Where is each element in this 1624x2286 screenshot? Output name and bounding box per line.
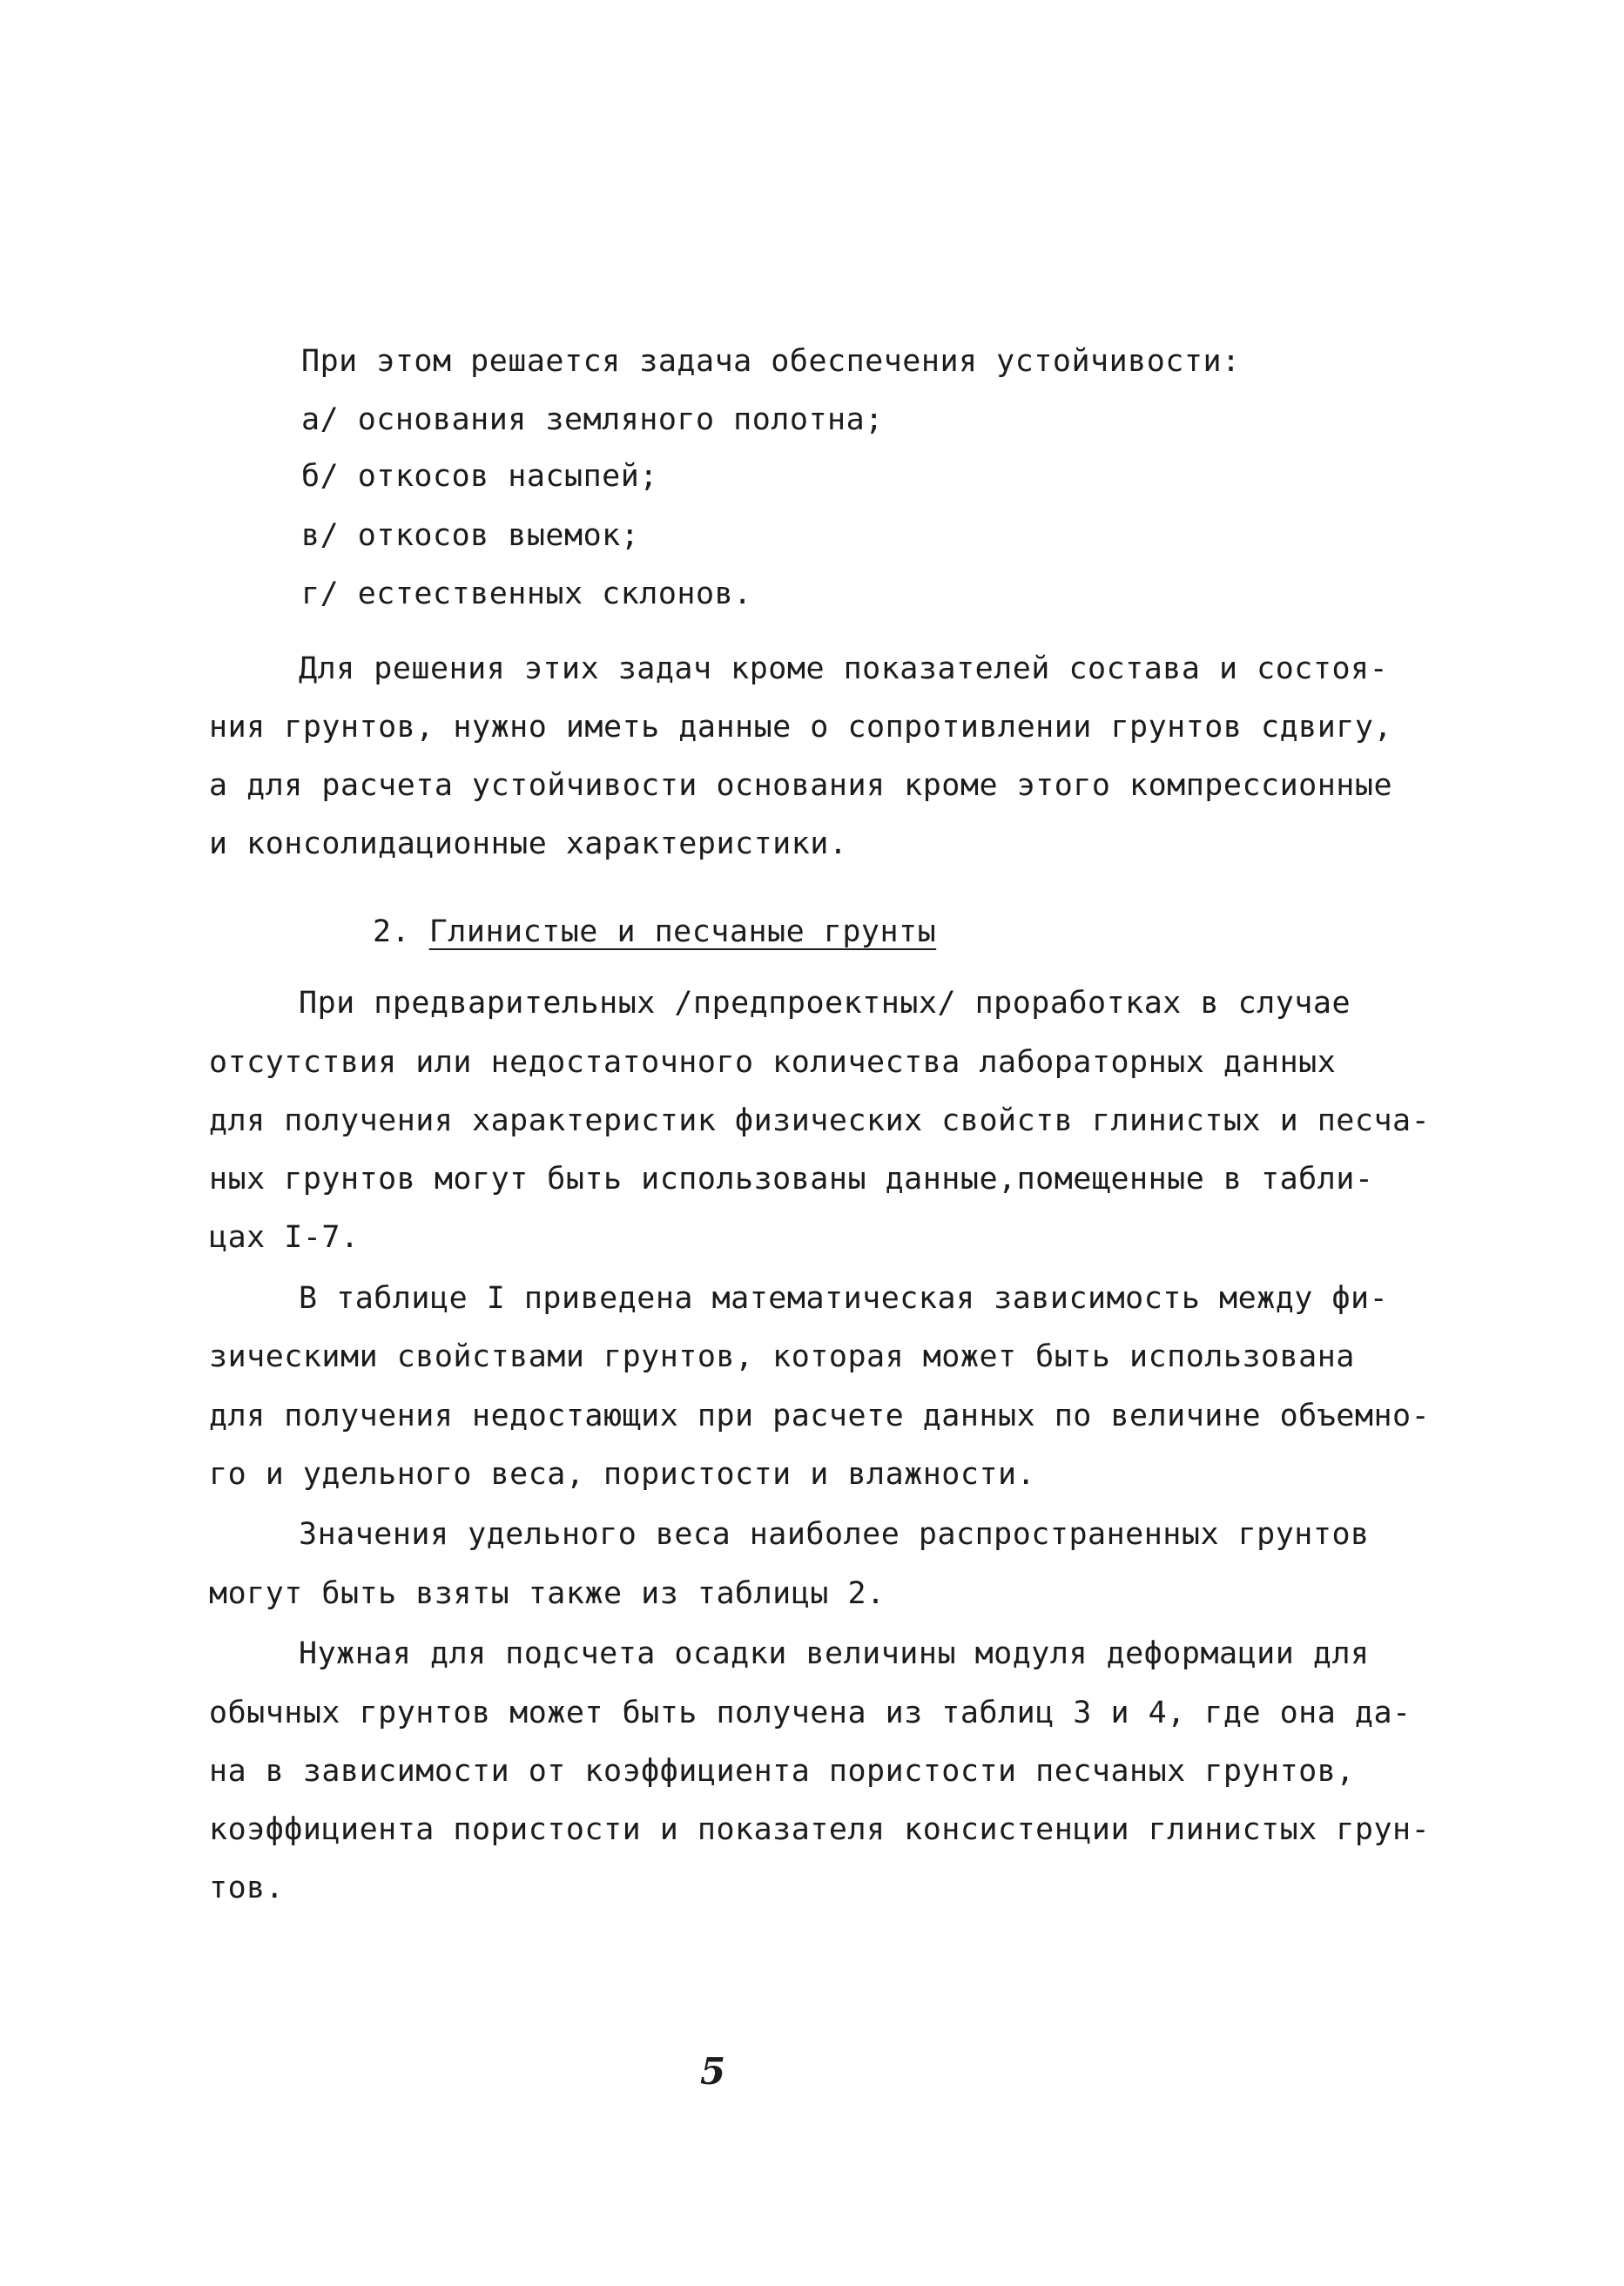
paragraph-line: могут быть взяты также из таблицы 2. — [209, 1576, 886, 1611]
section-heading — [373, 914, 936, 949]
paragraph-line: обычных грунтов может быть получена из таблиц 3 и 4, где она да- — [209, 1696, 1412, 1730]
paragraph-line: отсутствия или недостаточного количества лабораторных данных — [209, 1045, 1337, 1080]
paragraph-line: ных грунтов могут быть использованы данные,помещенные в табли- — [209, 1162, 1374, 1197]
paragraph-line: коэффициента пористости и показателя консистенции глинистых грун- — [209, 1812, 1431, 1847]
section-number: 2. — [373, 914, 411, 949]
paragraph-line: Нужная для подсчета осадки величины модуля деформации для — [299, 1636, 1370, 1671]
intro-lead: При этом решается задача обеспечения устойчивости: — [301, 344, 1241, 379]
list-item: а/ основания земляного полотна; — [301, 402, 884, 437]
paragraph-line: При предварительных /предпроектных/ проработках в случае — [299, 986, 1351, 1021]
paragraph-line: Значения удельного веса наиболее распространенных грунтов — [299, 1517, 1370, 1552]
paragraph-line: а для расчета устойчивости основания кроме этого компрессионные — [209, 768, 1393, 803]
paragraph-line: для получения характеристик физических свойств глинистых и песча- — [209, 1103, 1431, 1138]
paragraph-line: ния грунтов, нужно иметь данные о сопротивлении грунтов сдвигу, — [209, 710, 1393, 745]
paragraph-line: на в зависимости от коэффициента пористости песчаных грунтов, — [209, 1754, 1355, 1789]
paragraph-line: го и удельного веса, пористости и влажности. — [209, 1457, 1036, 1492]
list-item: б/ откосов насыпей; — [301, 459, 658, 494]
paragraph-line: зическими свойствами грунтов, которая может быть использована — [209, 1339, 1355, 1374]
paragraph-line: и консолидационные характеристики. — [209, 826, 848, 861]
section-title: Глинистые и песчаные грунты — [428, 914, 937, 949]
paragraph-line: цах I-7. — [209, 1220, 360, 1255]
paragraph-line: для получения недостающих при расчете данных по величине объемно- — [209, 1399, 1431, 1433]
paragraph-line: Для решения этих задач кроме показателей состава и состоя- — [299, 651, 1389, 686]
list-item: в/ откосов выемок; — [301, 518, 640, 553]
paragraph-line: тов. — [209, 1871, 285, 1905]
page-number: 5 — [700, 2050, 726, 2093]
paragraph-line: В таблице I приведена математическая зависимость между фи- — [299, 1281, 1389, 1316]
list-item: г/ естественных склонов. — [301, 577, 752, 611]
